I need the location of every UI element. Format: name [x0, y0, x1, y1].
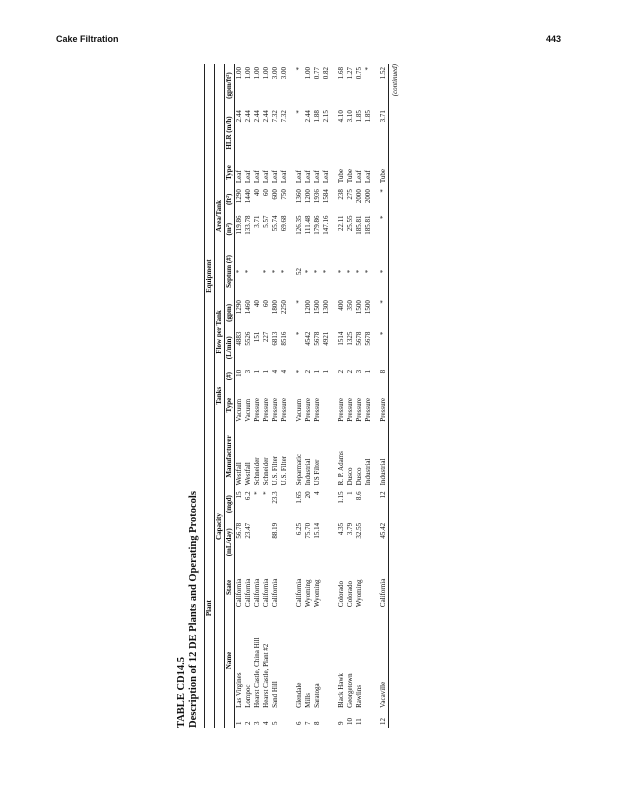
- running-head-title: Cake Filtration: [56, 34, 119, 44]
- cell-ft2: 600: [271, 189, 279, 200]
- cell-mh: 2.44: [253, 110, 261, 123]
- cell-gpm: 1290: [235, 300, 243, 315]
- cell-name: Black Hawk: [337, 673, 345, 708]
- cell-m2: 126.35: [295, 215, 303, 235]
- cell-mld: 6.25: [295, 522, 303, 536]
- cell-ft2: 2000: [355, 189, 363, 204]
- cell-mfr: Dusco: [346, 467, 354, 486]
- cell-mld: 23.47: [244, 522, 252, 539]
- cell-type: Pressure: [364, 397, 372, 422]
- cell-state: California: [235, 578, 243, 608]
- cell-name: Hearst Castle, China Hill: [253, 637, 261, 708]
- cell-type: Pressure: [355, 397, 363, 422]
- cell-stype: Leaf: [262, 170, 270, 184]
- cell-state: California: [295, 578, 303, 608]
- cell-state: [322, 565, 331, 610]
- cell-m2: 3.71: [253, 215, 261, 228]
- cell-name: Sand Hill: [271, 681, 279, 708]
- cell-stype: Tube: [346, 169, 354, 184]
- cell-mld: 88.19: [271, 522, 279, 539]
- cell-state: [364, 565, 373, 610]
- col-hlr-mh: HLR (m/h): [225, 107, 235, 159]
- cell-ft2: 40: [253, 189, 261, 197]
- cell-mld: [322, 520, 331, 565]
- cell-septum: *: [379, 246, 389, 297]
- cell-name: Lompoc: [244, 684, 252, 708]
- cell-gpm: 1500: [364, 300, 372, 315]
- cell-gpmft2: 0.77: [313, 67, 321, 80]
- cell-mld: 3.79: [346, 522, 354, 536]
- cell-gpmft2: 0.82: [322, 67, 330, 80]
- cell-type: [322, 386, 331, 425]
- cell-lmin: *: [295, 331, 303, 336]
- cell-mfr: Westfall: [235, 462, 243, 486]
- cell-lmin: 5678: [364, 331, 372, 346]
- cell-m2: 25.55: [346, 215, 354, 232]
- cell-tanks: 1: [253, 369, 261, 374]
- cell-stype: Leaf: [304, 170, 312, 184]
- cell-mh: 2.44: [304, 110, 312, 123]
- cell-m2: 69.68: [280, 215, 288, 232]
- cell-num: 3: [253, 721, 261, 725]
- cell-stype: Leaf: [271, 170, 279, 184]
- cell-name: Georgetown: [346, 673, 354, 708]
- cell-lmin: 151: [253, 331, 261, 343]
- cell-mld: [262, 520, 271, 565]
- cell-m2: 22.11: [337, 215, 345, 232]
- cell-lmin: 4921: [322, 331, 330, 346]
- col-tank-count: (#): [225, 367, 235, 386]
- group-equipment: Equipment: [205, 64, 215, 488]
- cell-mh: 7.32: [271, 110, 279, 123]
- cell-mh: 1.88: [313, 110, 321, 123]
- cell-tanks: 3: [244, 369, 252, 374]
- cell-num: [280, 711, 289, 728]
- col-name: Name: [225, 610, 235, 711]
- cell-mld: [280, 520, 289, 565]
- cell-type: Vacuum: [295, 398, 303, 422]
- cell-ft2: 60: [262, 189, 270, 197]
- continued-note: (continued): [391, 64, 399, 97]
- group-area: Area/Tank: [215, 186, 225, 246]
- cell-stype: Leaf: [235, 170, 243, 184]
- column-header-row: [225, 64, 235, 728]
- cell-septum: *: [304, 269, 312, 274]
- cell-mgd: *: [253, 491, 261, 495]
- cell-ft2: *: [379, 186, 389, 212]
- cell-mgd: *: [262, 491, 270, 495]
- cell-septum: *: [355, 269, 363, 274]
- col-flow-lmin: (L/min): [225, 329, 235, 367]
- cell-mh: 2.15: [322, 110, 330, 123]
- cell-ft2: 1360: [295, 189, 303, 204]
- cell-mgd: 1.65: [295, 491, 303, 504]
- table-row: [355, 64, 364, 728]
- cell-state: California: [379, 565, 389, 610]
- cell-septum: *: [322, 269, 330, 274]
- cell-septum: *: [280, 269, 288, 274]
- group-flow: Flow per Tank: [215, 297, 225, 367]
- cell-mld: 4.35: [337, 522, 345, 536]
- cell-septum: *: [337, 269, 345, 274]
- rotated-table-container: [176, 64, 466, 728]
- cell-stype: Leaf: [364, 170, 372, 184]
- col-capacity-mgd: (mgd): [225, 488, 235, 520]
- cell-mfr: US Filter: [313, 459, 321, 486]
- cell-mh: 1.85: [364, 110, 372, 123]
- cell-tanks: *: [295, 369, 303, 374]
- table-caption: [176, 64, 200, 728]
- cell-ft2: 1200: [304, 189, 312, 204]
- cell-gpmft2: 3.00: [280, 67, 288, 80]
- cell-mh: 1.85: [355, 110, 363, 123]
- cell-mh: 2.44: [262, 110, 270, 123]
- col-tank-type: Type: [225, 386, 235, 425]
- cell-num: 1: [235, 721, 243, 725]
- cell-type: Pressure: [337, 397, 345, 422]
- cell-state: California: [271, 578, 279, 608]
- table-row: [235, 64, 245, 728]
- table-row: [346, 64, 355, 728]
- cell-state: Colorado: [346, 581, 354, 608]
- cell-septum: [253, 246, 262, 297]
- cell-mfr: [322, 425, 331, 489]
- cell-gpmft2: *: [364, 67, 372, 71]
- cell-type: Pressure: [346, 397, 354, 422]
- cell-septum: *: [235, 269, 243, 274]
- cell-mfr: Schneider: [253, 457, 261, 486]
- table-row: [364, 64, 373, 728]
- cell-name: Saratoga: [313, 683, 321, 708]
- cell-lmin: 5678: [313, 331, 321, 346]
- cell-mgd: 6.2: [244, 491, 252, 501]
- cell-septum: *: [346, 269, 354, 274]
- cell-mgd: 4: [313, 491, 321, 495]
- cell-lmin: 4883: [235, 331, 243, 346]
- cell-mgd: 15: [235, 491, 243, 499]
- cell-septum: *: [262, 269, 270, 274]
- cell-num: 5: [271, 721, 279, 725]
- table-row: [271, 64, 280, 728]
- cell-mgd: 20: [304, 491, 312, 499]
- cell-septum: *: [244, 269, 252, 274]
- cell-gpm: 60: [262, 300, 270, 308]
- cell-type: Pressure: [280, 397, 288, 422]
- cell-ft2: 1584: [322, 189, 330, 204]
- cell-type: Pressure: [271, 397, 279, 422]
- table-row: [244, 64, 253, 728]
- cell-type: Pressure: [262, 397, 270, 422]
- col-septum: Septum (#): [225, 246, 235, 297]
- cell-state: California: [262, 578, 270, 608]
- cell-name: Las Virgines: [235, 672, 243, 708]
- cell-mh: 2.44: [235, 110, 243, 123]
- cell-tanks: 3: [355, 369, 363, 374]
- table-title: Description of 12 DE Plants and Operating Protocols: [188, 491, 199, 728]
- cell-m2: 185.81: [364, 215, 372, 235]
- cell-type: Vacuum: [244, 398, 252, 422]
- cell-num: 6: [295, 721, 303, 725]
- cell-tanks: 1: [313, 369, 321, 374]
- cell-stype: Leaf: [295, 170, 303, 184]
- cell-tanks: 2: [304, 369, 312, 374]
- cell-gpmft2: 0.75: [355, 67, 363, 80]
- cell-name: Vacaville: [379, 610, 389, 711]
- cell-mfr: Westfall: [244, 462, 252, 486]
- table-body: [235, 64, 389, 728]
- cell-lmin: 227: [262, 331, 270, 343]
- cell-mld: [364, 520, 373, 565]
- cell-gpm: 1500: [313, 300, 321, 315]
- cell-lmin: 5526: [244, 331, 252, 346]
- cell-gpmft2: *: [295, 67, 303, 71]
- group-capacity: Capacity: [215, 488, 225, 564]
- cell-gpm: 2250: [280, 300, 288, 315]
- page-number: 443: [545, 34, 561, 44]
- cell-state: [280, 565, 289, 610]
- cell-mh: *: [295, 110, 303, 114]
- subgroup-header-row: [215, 64, 225, 728]
- table-row: [262, 64, 271, 728]
- cell-tanks: 4: [271, 369, 279, 374]
- cell-type: Pressure: [304, 397, 312, 422]
- cell-gpmft2: 1.68: [337, 67, 345, 80]
- cell-state: Colorado: [337, 581, 345, 608]
- cell-tanks: 2: [346, 369, 354, 374]
- cell-stype: Leaf: [253, 170, 261, 184]
- cell-gpmft2: 1.00: [304, 67, 312, 80]
- cell-septum: *: [271, 269, 279, 274]
- cell-m2: 119.86: [235, 215, 243, 235]
- cell-tanks: 4: [280, 369, 288, 374]
- table-row: [313, 64, 322, 728]
- table-row: [295, 64, 304, 728]
- cell-m2: 111.48: [304, 215, 312, 235]
- col-area-m2: (m²): [225, 213, 235, 246]
- cell-name: Mills: [304, 693, 312, 708]
- cell-mld: [253, 520, 262, 565]
- cell-mgd: 8.6: [355, 491, 363, 501]
- cell-ft2: 750: [280, 189, 288, 200]
- cell-mh: 3.10: [346, 110, 354, 123]
- cell-m2: 55.74: [271, 215, 279, 232]
- cell-stype: Leaf: [322, 170, 330, 184]
- table-row: [280, 64, 289, 728]
- cell-septum: 52: [295, 267, 303, 275]
- cell-septum: *: [313, 269, 321, 274]
- cell-gpm: 1200: [304, 300, 312, 315]
- cell-ft2: 238: [337, 189, 345, 200]
- cell-lmin: 8516: [280, 331, 288, 346]
- group-plant: Plant: [205, 488, 215, 728]
- cell-tanks: 8: [379, 367, 389, 386]
- table-row: [253, 64, 262, 728]
- cell-m2: 185.81: [355, 215, 363, 235]
- cell-mld: 75.70: [304, 522, 312, 539]
- cell-num: [322, 711, 331, 728]
- col-flow-gpm: (gpm): [225, 297, 235, 329]
- cell-stype: Leaf: [313, 170, 321, 184]
- cell-name: [280, 610, 289, 711]
- cell-lmin: 1325: [346, 331, 354, 346]
- cell-tanks: 10: [235, 369, 243, 377]
- cell-m2: 179.86: [313, 215, 321, 235]
- cell-type: Vacuum: [235, 398, 243, 422]
- cell-name: Hearst Castle, Plant #2: [262, 643, 270, 708]
- cell-gpm: 1460: [244, 300, 252, 315]
- cell-stype: Leaf: [280, 170, 288, 184]
- cell-mfr: Separmatic: [295, 453, 303, 486]
- cell-num: 9: [337, 721, 345, 725]
- cell-lmin: 6813: [271, 331, 279, 346]
- cell-mld: 32.55: [355, 522, 363, 539]
- cell-name: Rawlins: [355, 684, 363, 708]
- cell-mh: 4.10: [337, 110, 345, 123]
- cell-mfr: U.S. Filter: [271, 455, 279, 486]
- cell-state: Wyoming: [304, 579, 312, 608]
- cell-mh: 3.71: [379, 107, 389, 159]
- table-label: TABLE CD14.5: [176, 657, 187, 728]
- cell-ft2: 1290: [235, 189, 243, 204]
- cell-mfr: Schneider: [262, 457, 270, 486]
- cell-num: 10: [346, 718, 354, 725]
- cell-stype: Leaf: [244, 170, 252, 184]
- cell-stype: Tube: [379, 159, 389, 186]
- cell-gpmft2: 1.27: [346, 67, 354, 80]
- cell-gpmft2: 1.00: [253, 67, 261, 80]
- cell-mgd: 12: [379, 488, 389, 520]
- col-manufacturer: Manufacturer: [225, 425, 235, 489]
- plants-table: [204, 64, 389, 728]
- cell-mld: 45.42: [379, 520, 389, 565]
- cell-type: Pressure: [253, 397, 261, 422]
- cell-ft2: 1936: [313, 189, 321, 204]
- table-row: [322, 64, 331, 728]
- col-hlr-gpmft2: (gpm/ft²): [225, 64, 235, 107]
- cell-mfr: Industrial: [364, 458, 372, 486]
- col-area-ft2: (ft²): [225, 186, 235, 212]
- cell-mfr: Industrial: [304, 458, 312, 486]
- cell-lmin: *: [379, 329, 389, 367]
- table-row: [379, 64, 389, 728]
- cell-type: Pressure: [313, 397, 321, 422]
- cell-mfr: Dusco: [355, 467, 363, 486]
- cell-mgd: [322, 488, 331, 520]
- cell-mld: 15.14: [313, 522, 321, 539]
- cell-septum: *: [364, 269, 372, 274]
- cell-gpm: *: [295, 300, 303, 304]
- cell-gpm: *: [379, 297, 389, 329]
- cell-mgd: 1.15: [337, 491, 345, 504]
- group-tanks: Tanks: [215, 367, 225, 425]
- cell-num: 8: [313, 721, 321, 725]
- cell-gpmft2: 1.00: [244, 67, 252, 80]
- cell-state: California: [244, 578, 252, 608]
- cell-tanks: 2: [337, 369, 345, 374]
- col-state: State: [225, 565, 235, 610]
- cell-gpm: 1500: [355, 300, 363, 315]
- cell-mfr: R. P. Adams: [337, 451, 345, 486]
- cell-mgd: [280, 488, 289, 520]
- cell-state: California: [253, 578, 261, 608]
- cell-m2: 147.16: [322, 215, 330, 235]
- cell-m2: *: [379, 213, 389, 246]
- cell-name: Glendale: [295, 682, 303, 708]
- cell-gpmft2: 1.52: [379, 64, 389, 107]
- cell-gpmft2: 1.00: [235, 67, 243, 80]
- cell-lmin: 5678: [355, 331, 363, 346]
- cell-gpm: 400: [337, 300, 345, 311]
- cell-gpm: 1300: [322, 300, 330, 315]
- cell-state: Wyoming: [355, 579, 363, 608]
- cell-tanks: 1: [322, 369, 330, 374]
- cell-mh: 7.32: [280, 110, 288, 123]
- cell-stype: Leaf: [355, 170, 363, 184]
- col-septum-type: Type: [225, 159, 235, 186]
- cell-state: Wyoming: [313, 579, 321, 608]
- cell-num: 7: [304, 721, 312, 725]
- cell-gpm: 40: [253, 300, 261, 308]
- cell-lmin: 4542: [304, 331, 312, 346]
- cell-num: 4: [262, 721, 270, 725]
- cell-ft2: 275: [346, 189, 354, 200]
- cell-mgd: 23.3: [271, 491, 279, 504]
- cell-gpmft2: 1.00: [262, 67, 270, 80]
- cell-m2: 133.78: [244, 215, 252, 235]
- cell-mfr: Industrial: [379, 425, 389, 489]
- cell-mfr: U.S. Filter: [280, 455, 288, 486]
- cell-mgd: [364, 488, 373, 520]
- cell-mh: 2.44: [244, 110, 252, 123]
- cell-mld: 56.78: [235, 522, 243, 539]
- cell-name: [364, 610, 373, 711]
- cell-ft2: 1440: [244, 189, 252, 204]
- cell-num: 12: [379, 711, 389, 728]
- group-header-row: [205, 64, 215, 728]
- cell-m2: 5.57: [262, 215, 270, 228]
- cell-lmin: 1514: [337, 331, 345, 346]
- cell-tanks: 1: [262, 369, 270, 374]
- cell-name: [322, 610, 331, 711]
- cell-stype: Tube: [337, 169, 345, 184]
- cell-num: 11: [355, 718, 363, 725]
- cell-gpm: 1800: [271, 300, 279, 315]
- cell-tanks: 1: [364, 369, 372, 374]
- table-row: [337, 64, 346, 728]
- cell-num: [364, 711, 373, 728]
- col-capacity-ml: (mL/day): [225, 520, 235, 565]
- cell-gpm: 350: [346, 300, 354, 311]
- cell-type: Pressure: [379, 386, 389, 425]
- cell-num: 2: [244, 721, 252, 725]
- cell-ft2: 2000: [364, 189, 372, 204]
- cell-mgd: 1: [346, 491, 354, 495]
- table-row: [304, 64, 313, 728]
- cell-gpmft2: 3.00: [271, 67, 279, 80]
